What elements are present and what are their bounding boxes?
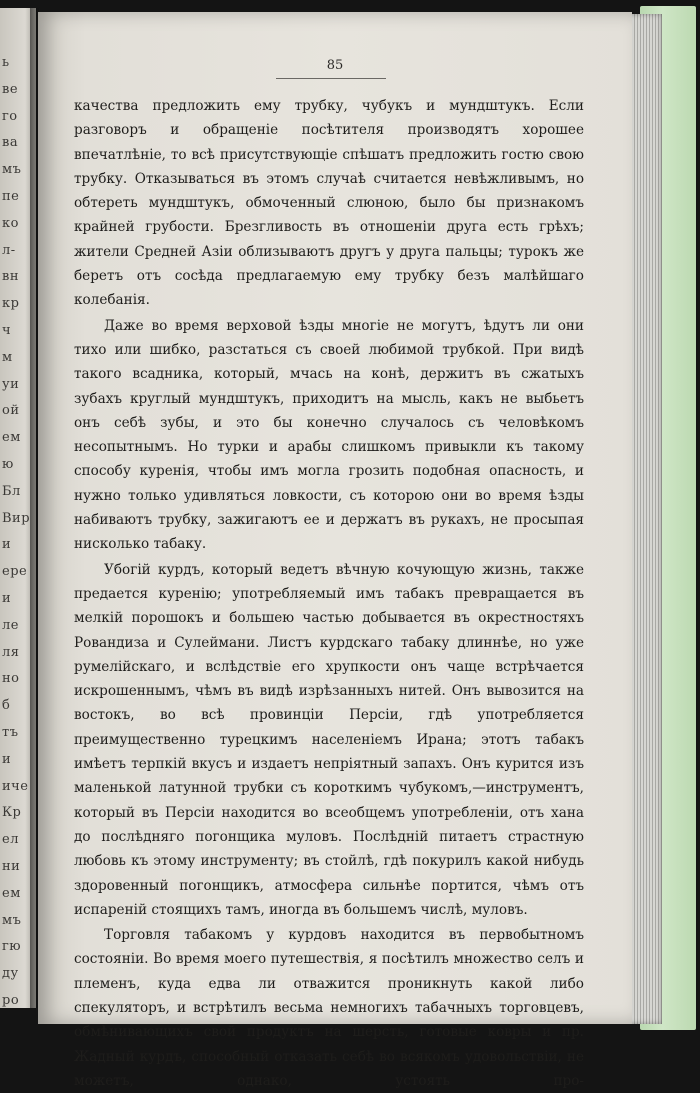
left-page-line: ве — [2, 81, 19, 97]
left-page-line: вн — [2, 269, 19, 285]
book-page — [38, 12, 632, 1089]
left-page-line: ва — [2, 135, 19, 151]
left-page-line: б — [2, 698, 11, 714]
left-page-line: ю — [2, 456, 14, 472]
left-page-line: и — [2, 537, 12, 553]
left-page-line: тъ — [2, 724, 19, 740]
left-page-line: ро — [2, 992, 20, 1008]
left-page-line: но — [2, 671, 20, 687]
left-page-line: м — [2, 349, 13, 365]
left-page-line: ел — [2, 832, 19, 848]
left-page-line: ко — [2, 215, 19, 231]
left-page-line: ч — [2, 322, 12, 338]
paragraph-1: качества предложить ему трубку, чубукъ и мундштукъ. Если разговоръ и обращеніе посѣтителя производятъ хорошее впечатлѣніе, то всѣ присутствующіе спѣшатъ предложить гостю свою трубку. Отказываться въ этомъ случаѣ считается невѣжливымъ, но обтереть мундштукъ, обмоченный слюною, было бы признакомъ крайней грубости. Брезгливость въ отношеніи друга есть грѣхъ; жители Средней Азіи облизываютъ другъ у друга пальцы; турокъ же беретъ отъ сосѣда предлагаемую ему трубку безъ малѣйшаго колебанія. — [74, 98, 584, 309]
left-page-line: ере — [2, 564, 28, 580]
left-page-line: мъ — [2, 912, 22, 928]
left-page-line: кр — [2, 296, 20, 312]
left-page-line: иче — [2, 778, 29, 794]
left-page-line: ой — [2, 403, 20, 419]
left-page-line: ду — [2, 966, 19, 982]
page-edges — [628, 14, 662, 1024]
page-body — [74, 94, 584, 1093]
left-page-line: и — [2, 751, 12, 767]
left-page-line: уи — [2, 376, 20, 392]
paragraph-3: Убогій курдъ, который ведетъ вѣчную кочующую жизнь, также предается куренію; употребляемый имъ табакъ превращается въ мелкій порошокъ и большею частью добывается въ окрестностяхъ Ровандиза и Сулеймани. Листъ курдскаго табаку длиннѣе, но уже румелійскаго, и вслѣдствіе его хрупкости онъ чаще встрѣчается искрошеннымъ, чѣмъ въ видѣ изрѣзанныхъ нитей. Онъ вывозится на востокъ, во всѣ провинціи Персіи, гдѣ употребляется преимущественно турецкимъ населеніемъ Ирана; этотъ табакъ имѣетъ терпкій вкусъ и издаетъ непріятный запахъ. Онъ курится изъ маленькой латунной трубки съ короткимъ чубукомъ,—инструментъ, который въ Персіи находится во всеобщемъ употребленіи, отъ хана до послѣдняго погонщика муловъ. Послѣдній питаетъ страстную любовь къ этому инструменту; въ стойлѣ, гдѣ покурилъ какой нибудь здоровенный погонщикъ, атмосфера сильнѣе портится, чѣмъ отъ испареній стоящихъ тамъ, иногда въ большемъ числѣ, муловъ. — [74, 561, 584, 918]
left-page-line: ни — [2, 858, 21, 874]
left-page-line: Бл — [2, 483, 21, 499]
left-page-line: ь — [2, 55, 10, 70]
paragraph-2: Даже во время верховой ѣзды многіе не могутъ, ѣдутъ ли они тихо или шибко, разстаться съ своей любимой трубкой. При видѣ такого всадника, который, мчась на конѣ, держитъ въ сжатыхъ зубахъ круглый мундштукъ, приходитъ на мысль, какъ не выбьетъ онъ себѣ зубы, и это бы конечно случалось съ человѣкомъ несопытнымъ. Но турки и арабы слишкомъ привыкли къ такому способу куренія, чтобы имъ могла грозить подобная опасность, и нужно только удивляться ловкости, съ которою они во время ѣзды набиваютъ трубку, зажигаютъ ее и держатъ въ рукахъ, не просыпая нисколько табаку. — [74, 317, 584, 553]
left-page-line: Кр — [2, 805, 22, 821]
left-page-line: гю — [2, 939, 22, 955]
left-page-line: мъ — [2, 162, 22, 178]
page-number: 85 — [326, 58, 344, 73]
left-page-line: ле — [2, 617, 19, 633]
left-page-line: л- — [2, 242, 16, 258]
left-page-line: го — [2, 108, 18, 124]
page-number-rule — [276, 78, 386, 79]
left-page-line: и — [2, 590, 12, 606]
left-page-line: ем — [2, 430, 21, 446]
left-page-line: пе — [2, 188, 20, 204]
left-page-line: ля — [2, 644, 20, 660]
left-page-line: Вир — [2, 510, 31, 526]
left-page-line: ем — [2, 885, 21, 901]
paragraph-4: Торговля табакомъ у курдовъ находится въ первобытномъ состояніи. Во время моего путешествія, я посѣтилъ множество селъ и племенъ, куда едва ли отважится проникнуть какой либо спекуляторъ, и встрѣтилъ весьма немногихъ табачныхъ торговцевъ, обмѣнивающихъ свой продуктъ на шерсть, готовые ковры и пр. Жадный курдъ, способный отказать себѣ во всякомъ удовольствіи, не можетъ, однако, устоять про- — [74, 927, 584, 1089]
